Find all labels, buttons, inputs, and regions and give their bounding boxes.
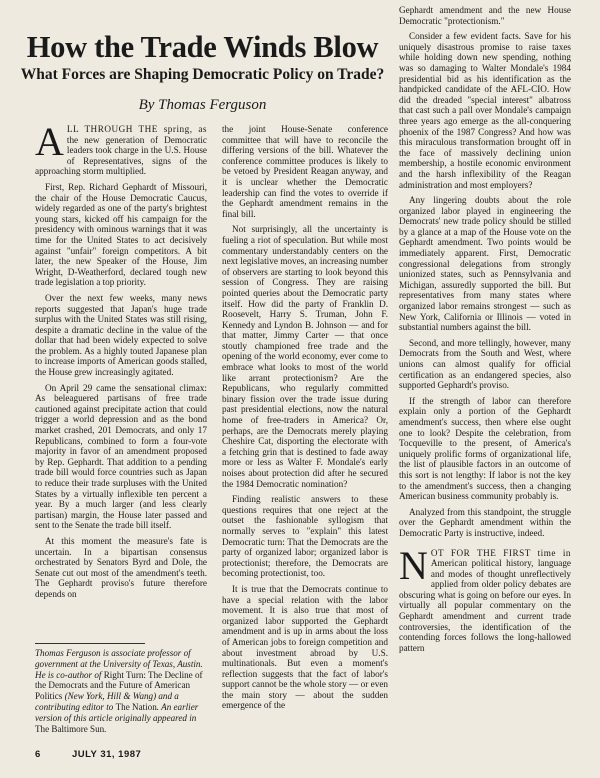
column-2 — [222, 124, 388, 716]
paragraph: First, Rep. Richard Gephardt of Missouri, the chair of the House Democratic Caucus, widely regarded as one of the party's brightest young stars, kicked off his campaign for the presidency with ominous warnings that it was time for the United States to act decisively against "unfair" foreign competitors. A bit later, the new Speaker of the House, Jim Wright, D-Weatherford, declared tough new trade legislation a top priority. — [35, 181, 207, 288]
page-footer — [35, 749, 141, 760]
issue-date: JULY 31, 1987 — [71, 749, 142, 760]
author-bio — [35, 648, 209, 734]
drop-cap: A — [35, 119, 64, 164]
paragraph — [35, 119, 207, 177]
bio-text: . An earlier version of this article originally appeared in — [35, 701, 199, 723]
lead-in: LL THROUGH THE spring, as — [66, 124, 207, 134]
paragraph: Over the next few weeks, many news reports suggested that Japan's huge trade surplus with the United States was still rising, despite a dramatic decline in the value of the dollar that had been widely expected to solve the problem. As a highly touted Japanese plan to increase imports of American goods stalled, the House grew increasingly agitated. — [35, 292, 207, 378]
column-1 — [35, 119, 207, 605]
paragraph: If the strength of labor can therefore explain only a portion of the Gephardt amendment's success, then where else ought one to look? Despite the celebration, from Tocqueville to the present, of America's uniquely prolific forms of organizational life, the list of plausible factors in an outcome of this sort is not lengthy: If labor is not the key to the amendment's success, then a changing American business community probably is. — [399, 395, 571, 502]
column-3 — [399, 5, 571, 658]
paragraph-text: American political history, language and modes of thought unreflectively applied from older policy debates are obscuring what is going on before our eyes. In virtually all popular commentary on the Gephardt amendment and current trade controversies, the identification of the contending forces follows the long-hallowed pattern — [399, 558, 571, 653]
paragraph: Finding realistic answers to these questions requires that one reject at the outset the fashionable syllogism that normally serves to "explain" this latest Democratic turn: That the Democrats are the party of organized labor; organized labor is protectionist; therefore, the Democrats are becoming protectionist, too. — [222, 494, 388, 579]
lead-in: OT FOR THE FIRST time in — [430, 547, 571, 558]
paragraph: Consider a few evident facts. Save for his uniquely disastrous promise to raise taxes while holding down new spending, nothing was so damaging to Walter Mondale's 1984 presidential bid as his identification as the handpicked candidate of the AFL-CIO. How did the dreaded "special interest" albatross that cast such a pall over Mondale's campaign three years ago emerge as the all-conquering phoenix of the 1987 Congress? And how was this miraculous transformation brought off in the face of massively declining union membership, a hostile economic environment and the harsh inflexibility of the Reagan administration and most employers? — [399, 31, 571, 190]
paragraph: Second, and more tellingly, however, many Democrats from the South and West, where unions can almost qualify for official certification as an endangered species, also supported Gephardt's proviso. — [399, 337, 571, 391]
byline: By Thomas Ferguson — [138, 97, 267, 113]
drop-cap: N — [399, 542, 428, 588]
paragraph — [399, 542, 571, 654]
bio-text: (New York, Hill & Wang) and a contributing editor to — [35, 691, 179, 712]
paragraph: At this moment the measure's fate is uncertain. In a bipartisan consensus orchestrated by Senators Byrd and Dole, the Senate cut out most of the amendment's teeth. The Gephardt proviso's future therefore depends on — [35, 535, 207, 599]
paragraph: On April 29 came the sensational climax: As beleaguered partisans of free trade cautioned against precipitate action that could trigger a world depression and as the bond market crashed, 201 Democrats, and only 17 Republicans, combined to form a four-vote majority in favor of an amendment proposed by Rep. Gephardt. That addition to a pending trade bill would force countries such as Japan to reduce their trade surpluses with the United States by a virtually inflexible ten percent a year. By a much larger (and less clearly partisan) margin, the House later passed and sent to the Senate the trade bill itself. — [35, 382, 207, 531]
paragraph: Analyzed from this standpoint, the struggle over the Gephardt amendment within the Democratic Party is instructive, indeed. — [399, 506, 571, 538]
paragraph: It is true that the Democrats continue to have a special relation with the labor movement. It is also true that most of organized labor supported the Gephardt amendment and is up in arms about the loss of American jobs to foreign competition and about investment abroad by U.S. multinationals. But even a moment's reflection suggests that the fact of labor's support cannot be the whole story — or even the main story — about the sudden emergence of the — [222, 583, 388, 711]
paragraph: Not surprisingly, all the uncertainty is fueling a riot of speculation. But while most commentary understandably centers on the next legislative moves, an increasing number of observers are starting to look beyond this session of Congress. They are raising pointed queries about the Democratic party itself. How did the party of Franklin D. Roosevelt, Harry S. Truman, John F. Kennedy and Lyndon B. Johnson — and for that matter, Jimmy Carter — that once stoutly championed free trade and the opening of the world economy, ever come to embrace what looks to most of the world like arrant protectionism? Are the Republicans, who regularly committed binary fission over the trade issue during past presidential elections, now the natural home of free-traders in America? Or, perhaps, are the Democrats merely playing Cheshire Cat, disporting the electorate with a fetching grin that is destined to fade away more or less as Walter F. Mondale's early noises about protection did after he secured the 1984 Democratic nomination? — [222, 224, 388, 489]
bio-text: Thomas Ferguson is associate professor of government at the University of Texas, Austin. He is co-author of — [35, 648, 203, 680]
paragraph: Any lingering doubts about the role organized labor played in engineering the Democrats' new trade policy should be stilled by a glance at a map of the House vote on the Gephardt amendment. Two points would be immediately apparent. First, Democratic congressional delegations from strongly unionized states, such as Pennsylvania and Michigan, assuredly supported the bill. But representatives from many states where organized labor remains strongest — such as New York, California or Illinois — voted in substantial numbers against the bill. — [399, 195, 571, 333]
headline: How the Trade Winds Blow — [26, 30, 379, 64]
bio-magazine-title: The Nation — [115, 701, 157, 712]
page-number: 6 — [35, 749, 41, 760]
paragraph-text: the new generation of Democratic leaders took charge in the U.S. House of Representatives, signs of the approaching storm multiplied. — [35, 134, 207, 177]
paragraph: the joint House-Senate conference committee that will have to reconcile the differing versions of the bill. Whatever the conference committee produces is likely to be vetoed by President Reagan anyway, and it is unclear whether the Democratic leadership can find the votes to override if the Gephardt amendment remains in the final bill. — [222, 124, 388, 219]
bio-text: . — [104, 723, 107, 734]
bio-divider — [35, 643, 145, 644]
paragraph: Gephardt amendment and the new House Democratic "protectionism." — [399, 5, 571, 26]
subhead: What Forces are Shaping Democratic Policy on Trade? — [20, 66, 385, 83]
bio-book-title: Right Turn: The Decline of the Democrats and the Future of American Politics — [35, 669, 203, 702]
bio-newspaper-title: The Baltimore Sun — [35, 723, 105, 734]
headline-block — [20, 30, 385, 114]
